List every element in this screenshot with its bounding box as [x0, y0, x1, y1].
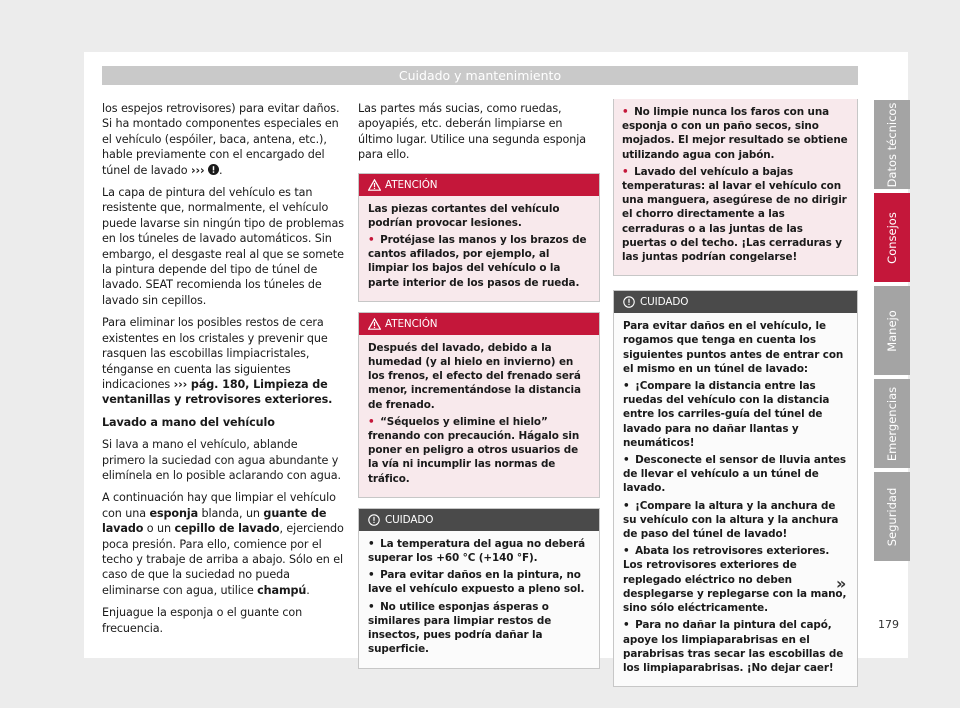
paragraph: A continuación hay que limpiar el vehículo con una esponja blanda, un guante de lavado o un cepillo de lavado, ejerciendo poca presión. Para ello, comience por el techo y trabaje de arriba a abajo. Sólo en el caso de que la suciedad no pueda eliminarse con agua, utilice champú. — [102, 491, 344, 597]
tab-seguridad[interactable]: Seguridad — [874, 472, 910, 561]
chapter-tabs — [874, 100, 910, 565]
paragraph: La capa de pintura del vehículo es tan resistente que, normalmente, el vehículo puede lavarse sin ningún tipo de problemas en los túneles de lavado automáticos. Sin embargo, el desgaste real al que se somete la pintura depende del tipo de túnel de lavado. SEAT recomienda los túneles de lavado sin cepillos. — [102, 186, 344, 307]
tab-datos-tecnicos[interactable]: Datos técnicos — [874, 100, 910, 189]
warning-triangle-icon — [368, 179, 381, 191]
page-reference-link[interactable]: ››› pág. 180, Limpieza de ventanillas y retrovisores exteriores. — [102, 377, 333, 407]
warning-box: ATENCIÓN Después del lavado, debido a la humedad (y al hielo en invierno) en los frenos, el efecto del frenado será menor, incrementándose la distancia de frenado. • “Séquelos y elimine el hielo” frenando con precaución. Hágalo sin poner en peligro a otros usuarios de la vía ni incumplir las normas de tráfico. — [358, 312, 600, 498]
warning-box-header: ATENCIÓN — [359, 313, 599, 335]
warning-circle-icon — [208, 164, 219, 175]
caution-box: CUIDADO • La temperatura del agua no deberá superar los +60 °C (+140 °F). • Para evitar daños en la pintura, no lave el vehículo expuesto a pleno sol. • No utilice esponjas ásperas o similares para limpiar restos de insectos, pues podría dañar la superficie. — [358, 508, 600, 669]
column-3 — [613, 99, 858, 697]
page-header: Cuidado y mantenimiento — [102, 66, 858, 85]
paragraph: Enjuague la esponja o el guante con frecuencia. — [102, 606, 303, 635]
paragraph: Si lava a mano el vehículo, ablande primero la suciedad con agua abundante y elimínela en lo posible aclarando con agua. — [102, 438, 341, 482]
caution-box: CUIDADO Para evitar daños en el vehículo, le rogamos que tenga en cuenta los siguientes puntos antes de entrar con el mismo en un túnel de lavado: • ¡Compare la distancia entre las ruedas del vehículo con la distancia entre los carriles-guía del túnel de lavado para no dañar llantas y neumáticos! • Desconecte el sensor de lluvia antes de llevar el vehículo a un túnel de lavado. • ¡Compare la altura y la anchura de su vehículo con la altura y la anchura de paso del túnel de lavado! • Abata los retrovisores exteriores. Los retrovisores exteriores de replegado eléctrico no deben desplegarse y replegarse con la mano, sino sólo eléctricamente. • Para no dañar la pintura del capó, apoye los limpiaparabrisas en el parabrisas tras secar las escobillas de los limpiaparabrisas. ¡No dejar caer! — [613, 290, 858, 687]
info-circle-icon — [623, 296, 635, 308]
info-circle-icon — [368, 514, 380, 526]
page-number: 179 — [878, 618, 899, 631]
tab-consejos[interactable]: Consejos — [874, 193, 910, 282]
paragraph: los espejos retrovisores) para evitar daños. Si ha montado componentes especiales en el vehículo (espóiler, baca, antena, etc.), hable previamente con el encargado del túnel de lavado ››› . — [102, 102, 340, 177]
warning-box-header: ATENCIÓN — [359, 174, 599, 196]
column-1 — [102, 101, 344, 643]
tab-emergencias[interactable]: Emergencias — [874, 379, 910, 468]
caution-box-header: CUIDADO — [359, 509, 599, 531]
continue-arrow-icon: » — [836, 574, 847, 593]
section-heading: Lavado a mano del vehículo — [102, 415, 275, 429]
tab-manejo[interactable]: Manejo — [874, 286, 910, 375]
paragraph: Para eliminar los posibles restos de cera existentes en los cristales y prevenir que rasquen las escobillas limpiacristales, ténganse en cuenta las siguientes indicaciones ››› pág. 180, Limpieza de ventanillas y retrovisores exteriores. — [102, 316, 333, 407]
warning-box: ATENCIÓN Las piezas cortantes del vehículo podrían provocar lesiones. • Protéjase las manos y los brazos de cantos afilados, por ejemplo, al limpiar los bajos del vehículo o la parte interior de los pasos de rueda. — [358, 173, 600, 302]
cross-reference-arrows[interactable]: ››› — [191, 163, 205, 177]
warning-triangle-icon — [368, 318, 381, 330]
column-2 — [358, 101, 600, 679]
caution-box-header: CUIDADO — [614, 291, 857, 313]
paragraph: Las partes más sucias, como ruedas, apoyapiés, etc. deberán limpiarse en último lugar. Utilice una segunda esponja para ello. — [358, 102, 587, 162]
warning-box-continued: • No limpie nunca los faros con una esponja o con un paño secos, sino mojados. El mejor resultado se obtiene utilizando agua con jabón. • Lavado del vehículo a bajas temperaturas: al lavar el vehículo con una manguera, asegúrese de no dirigir el chorro directamente a las cerraduras o a las juntas de las puertas o del techo. ¡Las cerraduras y las juntas podrían congelarse! — [613, 99, 858, 276]
